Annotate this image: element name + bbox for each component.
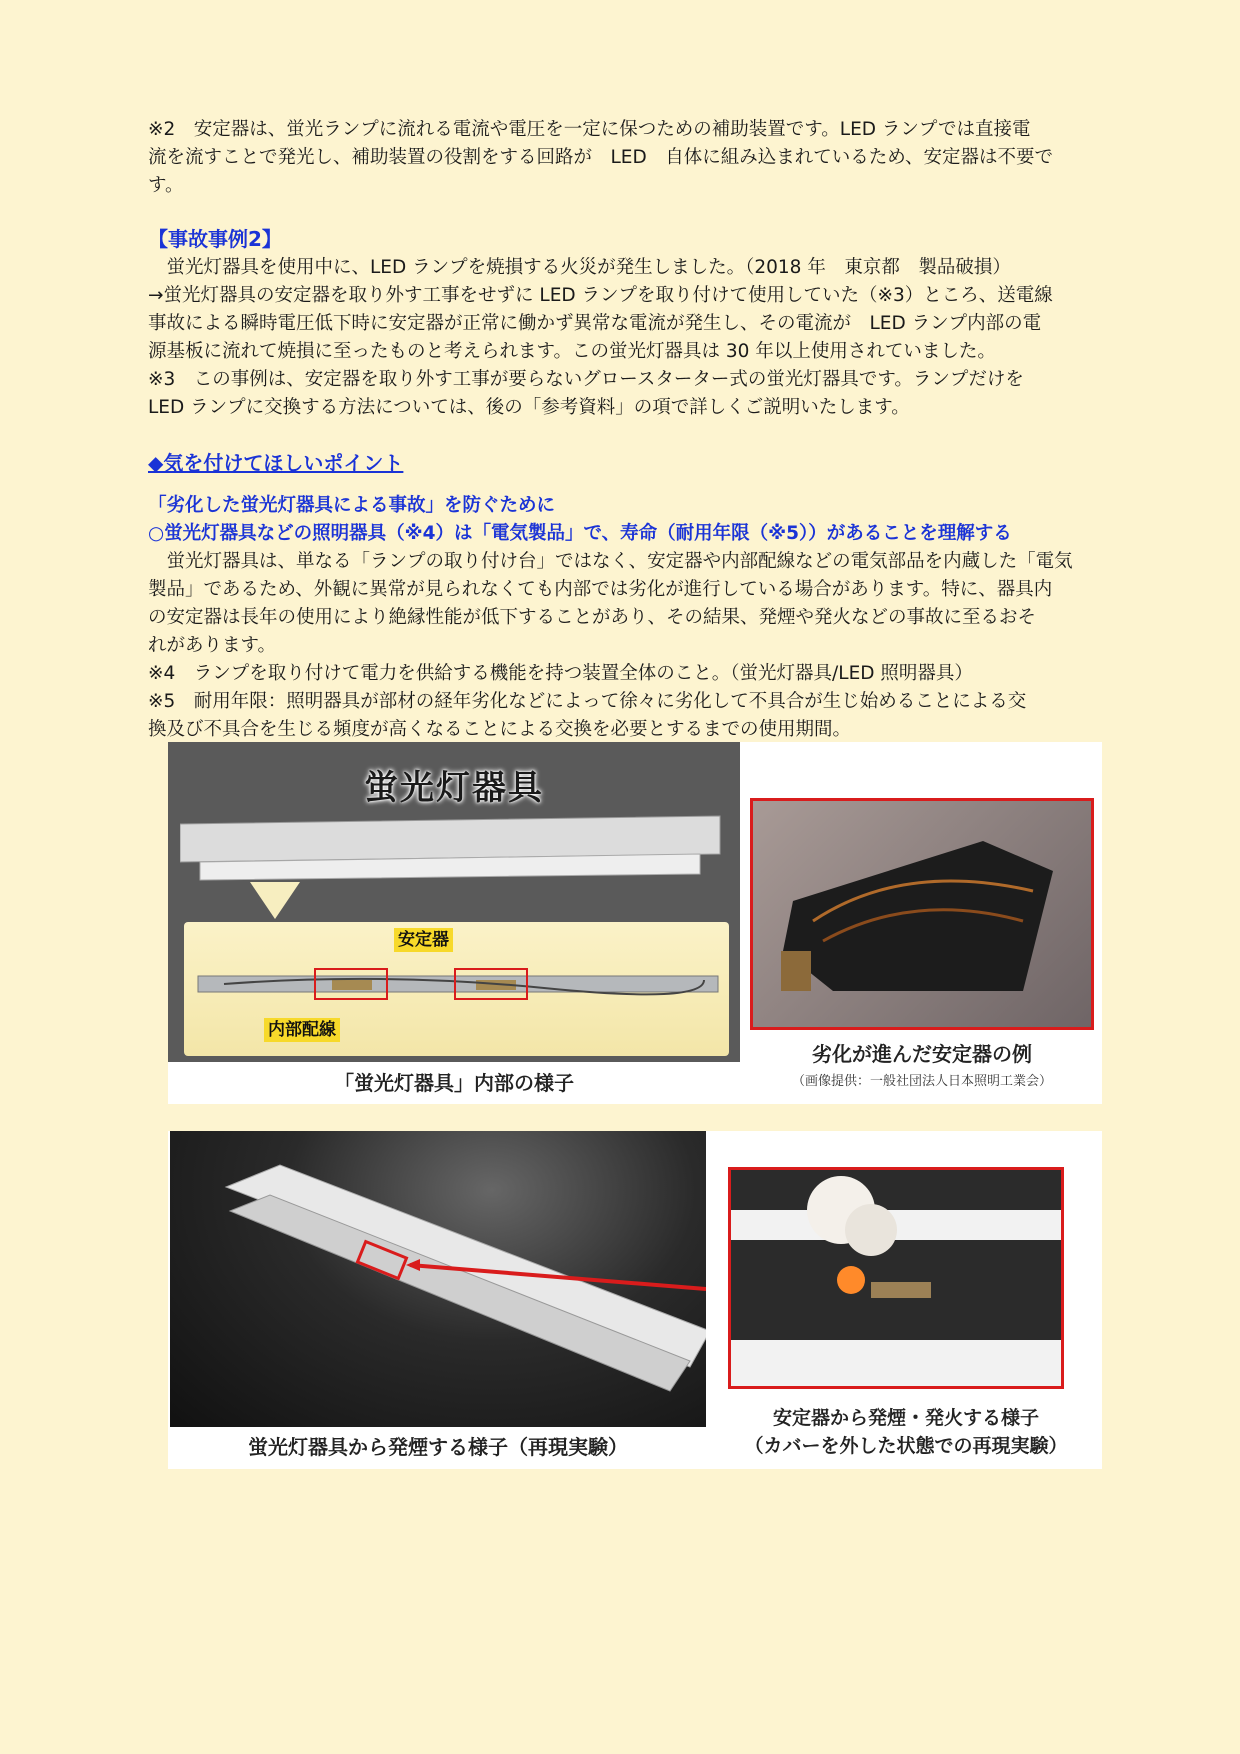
points-heading: ◆気を付けてほしいポイント <box>148 451 404 475</box>
caption-fixture-interior: 「蛍光灯器具」内部の様子 <box>168 1062 740 1104</box>
points-body1: 蛍光灯器具は、単なる「ランプの取り付け台」ではなく、安定器や内部配線などの電気部品を内蔵した「電気 <box>166 551 1073 572</box>
points-sub1: 「劣化した蛍光灯器具による事故」を防ぐために <box>148 495 556 516</box>
fluorescent-fixture-image <box>180 814 728 934</box>
caption-degraded-ballast: 劣化が進んだ安定器の例 <box>812 1042 1032 1066</box>
note2-line3: す。 <box>148 175 184 196</box>
caption-smoke-experiment: 蛍光灯器具から発煙する様子（再現実験） <box>248 1435 628 1459</box>
ballast-highlight-1 <box>314 968 388 1000</box>
fixture-inset <box>184 922 729 1056</box>
points-body2: 製品」であるため、外観に異常が見られなくても内部では劣化が進行している場合があります。特に、器具内 <box>148 579 1053 600</box>
case2-heading: 【事故事例2】 <box>148 227 282 251</box>
note2-line1: ※2 安定器は、蛍光ランプに流れる電流や電圧を一定に保つための補助装置です。LED ランプでは直接電 <box>148 119 1031 140</box>
smoke-photo <box>170 1131 706 1427</box>
fire-photo <box>728 1167 1064 1389</box>
image-credit: （画像提供：一般社団法人日本照明工業会） <box>791 1074 1052 1089</box>
case2-line3: 事故による瞬時電圧低下時に安定器が正常に働かず異常な電流が発生し、その電流が LED ランプ内部の電 <box>148 313 1042 334</box>
case2-note3-line2: LED ランプに交換する方法については、後の「参考資料」の項で詳しくご説明いたします。 <box>148 397 910 418</box>
points-body3: の安定器は長年の使用により絶縁性能が低下することがあり、その結果、発煙や発火などの事故に至るおそ <box>148 607 1037 628</box>
case2-line1: 蛍光灯器具を使用中に、LED ランプを焼損する火災が発生しました。（2018 年 東京都 製品破損） <box>166 257 1011 278</box>
note2-line2: 流を流すことで発光し、補助装置の役割をする回路が LED 自体に組み込まれているため、安定器は不要で <box>148 147 1054 168</box>
caption-fire-line2: （カバーを外した状態での再現実験） <box>744 1435 1068 1457</box>
points-note5-line1: ※5 耐用年限：照明器具が部材の経年劣化などによって徐々に劣化して不具合が生じ始めることによる交 <box>148 691 1027 712</box>
case2-line4: 源基板に流れて焼損に至ったものと考えられます。この蛍光灯器具は 30 年以上使用されていました。 <box>148 341 996 362</box>
points-note5-line2: 換及び不具合を生じる頻度が高くなることによる交換を必要とするまでの使用期間。 <box>148 719 852 740</box>
figure-fixture-interior <box>168 742 1102 1104</box>
points-sub2: ○蛍光灯器具などの照明器具（※4）は「電気製品」で、寿命（耐用年限（※5））があることを理解する <box>148 523 1012 544</box>
caption-fire-line1: 安定器から発煙・発火する様子 <box>772 1407 1039 1429</box>
figure-title: 蛍光灯器具 <box>364 768 544 808</box>
degraded-ballast-photo <box>750 798 1094 1030</box>
figure-smoke-experiment <box>168 1131 1102 1469</box>
document-body <box>148 116 1124 744</box>
ballast-tag: 安定器 <box>394 928 453 952</box>
wiring-tag: 内部配線 <box>264 1018 340 1042</box>
ballast-highlight-2 <box>454 968 528 1000</box>
case2-note3-line1: ※3 この事例は、安定器を取り外す工事が要らないグロースターター式の蛍光灯器具です。ランプだけを <box>148 369 1024 390</box>
smoking-fixture-image <box>170 1131 706 1427</box>
fixture-photo-panel <box>168 742 740 1062</box>
ballast-fire-image <box>731 1170 1061 1386</box>
case2-line2: →蛍光灯器具の安定器を取り外す工事をせずに LED ランプを取り付けて使用していた（※3）ところ、送電線 <box>148 285 1053 306</box>
points-body4: れがあります。 <box>148 635 277 656</box>
points-note4: ※4 ランプを取り付けて電力を供給する機能を持つ装置全体のこと。（蛍光灯器具/LED 照明器具） <box>148 663 973 684</box>
burnt-ballast-image <box>753 801 1091 1027</box>
